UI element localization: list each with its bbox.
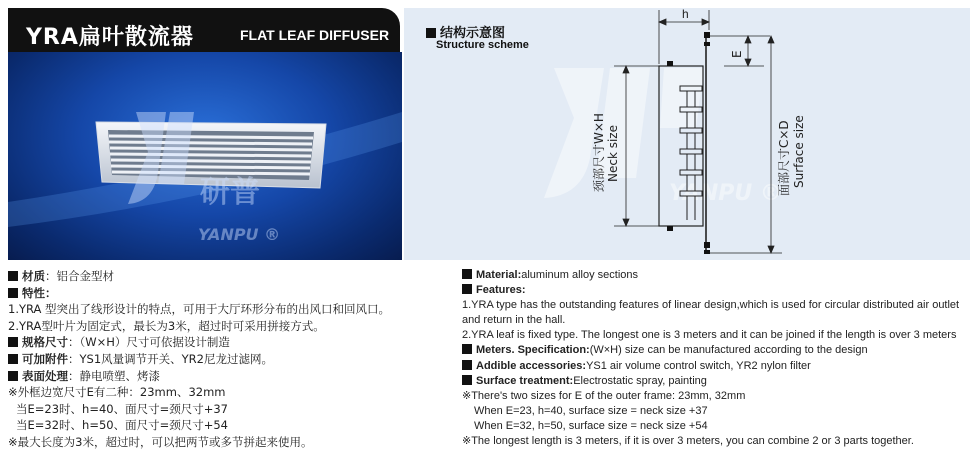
en-feature-2: 2.YRA leaf is fixed type. The longest one is 3 meters and it can be joined if the length is over 3 meters [462, 329, 957, 342]
bullet-square-icon [8, 354, 18, 364]
en-note-2: When E=23, h=40, surface size = neck size +37 [474, 404, 708, 417]
dim-e-label: E [730, 50, 744, 58]
en-note-4: ※The longest length is 3 meters, if it is over 3 meters, you can combine 2 or 3 parts together. [462, 435, 914, 448]
cn-surface: 表面处理：静电喷塑、烤漆 [8, 368, 448, 385]
surface-size-cn: 面部尺寸C×D [777, 120, 791, 196]
svg-text:YANPU ®: YANPU ® [198, 225, 281, 244]
en-note-1: ※There's two sizes for E of the outer frame: 23mm, 32mm [462, 389, 746, 402]
bullet-square-icon [462, 375, 472, 385]
en-note-3: When E=32, h=50, surface size = neck size +54 [474, 419, 708, 432]
cn-accessories: 可加附件：YS1风量调节开关、YR2尼龙过滤网。 [8, 351, 448, 368]
bullet-square-icon [462, 284, 472, 294]
neck-size-en: Neck size [606, 125, 620, 182]
dim-h-label: h [682, 7, 689, 21]
en-feature-1: 1.YRA type has the outstanding features of linear design,which is used for circular distributed air outlet and return in the hall. [462, 299, 960, 327]
bullet-square-icon [8, 271, 18, 281]
description-cn [8, 268, 448, 451]
cn-note-1: ※外框边宽尺寸E有二种：23mm、32mm [8, 385, 226, 400]
en-accessories: Addible accessories:YS1 air volume control switch, YR2 nylon filter [462, 359, 970, 374]
header-bar [8, 8, 400, 52]
en-spec: Meters. Specification:(W×H) size can be manufactured according to the design [462, 343, 970, 358]
cn-note-2: 当E=23时、h=40、面尺寸=颈尺寸+37 [16, 401, 228, 416]
surface-size-en: Surface size [792, 115, 806, 188]
bullet-square-icon [462, 269, 472, 279]
cn-feature-2: 2.YRA型叶片为固定式，最长为3米，超过时可采用拼接方式。 [8, 318, 325, 333]
svg-text:研普: 研普 [200, 175, 260, 210]
en-features: Features: [462, 283, 970, 298]
cn-features: 特性： [8, 285, 448, 302]
dim-surface-line [710, 36, 782, 253]
bullet-square-icon [462, 360, 472, 370]
scheme-subtitle: Structure scheme [436, 39, 529, 51]
description-en [462, 268, 970, 449]
scheme-title: 结构示意图 [426, 22, 505, 41]
cn-note-3: 当E=32时、h=50、面尺寸=颈尺寸+54 [16, 418, 228, 433]
diffuser-illustration [8, 52, 402, 260]
cn-note-4: ※最大长度为3米，超过时，可以把两节或多节拼起来使用。 [8, 434, 313, 449]
neck-size-cn: 颈部尺寸W×H [592, 113, 606, 192]
cn-spec: 规格尺寸：（W×H）尺寸可依据设计制造 [8, 334, 448, 351]
en-surface: Surface treatment:Electrostatic spray, painting [462, 374, 970, 389]
cn-feature-1: 1.YRA 型突出了线形设计的特点，可用于大厅环形分布的出风口和回风口。 [8, 302, 391, 317]
scheme-watermark [544, 68, 782, 206]
en-material: Material:aluminum alloy sections [462, 268, 970, 283]
structure-scheme [404, 8, 970, 260]
cn-material: 材质：铝合金型材 [8, 268, 448, 285]
bullet-square-icon [8, 371, 18, 381]
bullet-square-icon [8, 337, 18, 347]
bullet-square-icon [462, 344, 472, 354]
svg-text:YANPU ®: YANPU ® [669, 181, 782, 206]
product-title-en: FLAT LEAF DIFFUSER [240, 27, 390, 43]
product-title-cn: YRA扁叶散流器 [26, 25, 194, 50]
product-photo [8, 52, 402, 260]
structure-drawing [404, 8, 970, 260]
bullet-square-icon [8, 288, 18, 298]
